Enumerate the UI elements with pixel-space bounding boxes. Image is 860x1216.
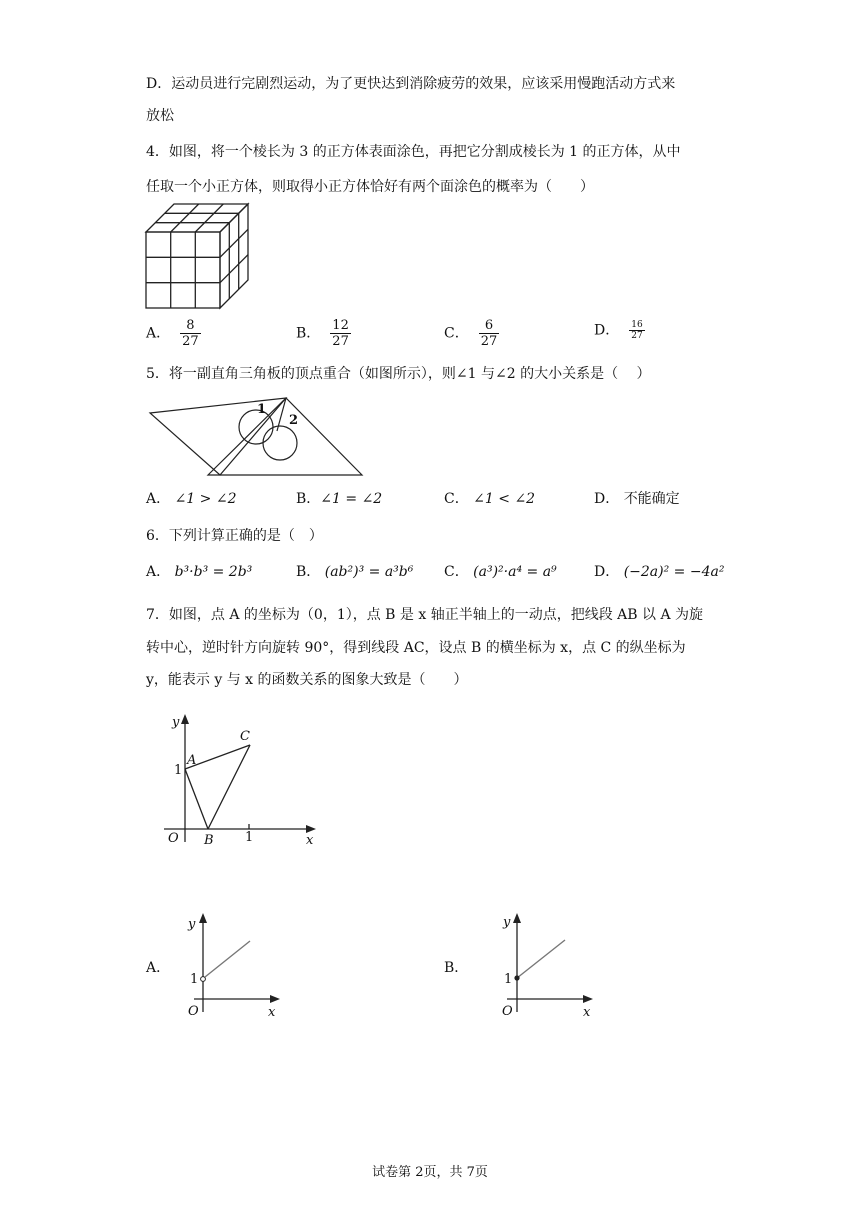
q7-option-b-graph <box>495 910 600 1022</box>
q7-stem-line3: y，能表示 y 与 x 的函数关系的图象大致是（ ） <box>146 672 468 688</box>
q5-option-c[interactable]: C． ∠1 < ∠2 <box>444 491 536 507</box>
x-axis-label: x <box>583 1005 591 1020</box>
q5-option-d[interactable]: D． 不能确定 <box>594 491 680 507</box>
q7-option-b-label[interactable]: B． <box>444 960 469 976</box>
q5-triangle-figure <box>150 393 365 478</box>
q4-stem-line1: 4．如图，将一个棱长为 3 的正方体表面涂色，再把它分割成棱长为 1 的正方体，从中 <box>146 144 681 160</box>
y-one-label: 1 <box>504 972 513 987</box>
q7-option-a-graph <box>180 910 285 1022</box>
x-one-label: 1 <box>245 830 254 845</box>
origin-label: O <box>188 1004 199 1019</box>
origin-label: O <box>168 831 179 846</box>
point-c-label: C <box>240 729 250 744</box>
q5-stem: 5．将一副直角三角板的顶点重合（如图所示），则∠1 与∠2 的大小关系是（ ） <box>146 366 651 382</box>
angle-1-label: 1 <box>257 402 267 417</box>
q6-option-a[interactable]: A． b³·b³ = 2b³ <box>146 564 253 580</box>
q4-option-d[interactable]: D． $\frac{16}{27}$ <box>594 320 643 341</box>
y-axis-label: y <box>172 715 180 730</box>
q4-option-a[interactable]: A． $\frac{8}{27}$ <box>146 318 199 349</box>
q4-stem-line2: 任取一个小正方体，则取得小正方体恰好有两个面涂色的概率为（ ） <box>146 179 594 195</box>
q6-option-b[interactable]: B． (ab²)³ = a³b⁶ <box>296 564 414 580</box>
q3-option-d-line2: 放松 <box>146 108 174 124</box>
q3-option-d-line1: D．运动员进行完剧烈运动，为了更快达到消除疲劳的效果，应该采用慢跑活动方式来 <box>146 76 676 92</box>
point-b-label: B <box>204 833 214 848</box>
fraction: $\frac{16}{27}$ <box>631 320 643 341</box>
q7-stem-line1: 7．如图，点 A 的坐标为（0，1），点 B 是 x 轴正半轴上的一动点，把线段 AB 以 A 为旋 <box>146 607 704 623</box>
y-one-label: 1 <box>190 972 199 987</box>
y-axis-label: y <box>188 917 196 932</box>
point-a-label: A <box>187 753 197 768</box>
angle-2-label: 2 <box>289 413 299 428</box>
y-one-label: 1 <box>174 763 183 778</box>
fraction: $\frac{6}{27}$ <box>480 318 498 349</box>
q6-option-c[interactable]: C． (a³)²·a⁴ = a⁹ <box>444 564 557 580</box>
y-axis-label: y <box>503 915 511 930</box>
x-axis-label: x <box>306 833 314 848</box>
q7-option-a-label[interactable]: A． <box>146 960 171 976</box>
q4-option-c[interactable]: C． $\frac{6}{27}$ <box>444 318 498 349</box>
q5-option-b[interactable]: B．∠1 = ∠2 <box>296 491 383 507</box>
page-footer: 试卷第 2页，共 7页 <box>372 1165 488 1180</box>
q4-option-b[interactable]: B． $\frac{12}{27}$ <box>296 318 349 349</box>
q7-coordinate-figure <box>160 712 320 848</box>
q4-cube-figure <box>145 202 250 310</box>
x-axis-label: x <box>268 1005 276 1020</box>
fraction: $\frac{12}{27}$ <box>332 318 349 349</box>
q6-option-d[interactable]: D． (−2a)² = −4a² <box>594 564 725 580</box>
q5-option-a[interactable]: A． ∠1 > ∠2 <box>146 491 237 507</box>
fraction: $\frac{8}{27}$ <box>182 318 199 349</box>
origin-label: O <box>502 1004 513 1019</box>
q6-stem: 6．下列计算正确的是（ ） <box>146 528 323 544</box>
q7-stem-line2: 转中心，逆时针方向旋转 90°，得到线段 AC，设点 B 的横坐标为 x，点 C 的纵坐标为 <box>146 640 686 656</box>
